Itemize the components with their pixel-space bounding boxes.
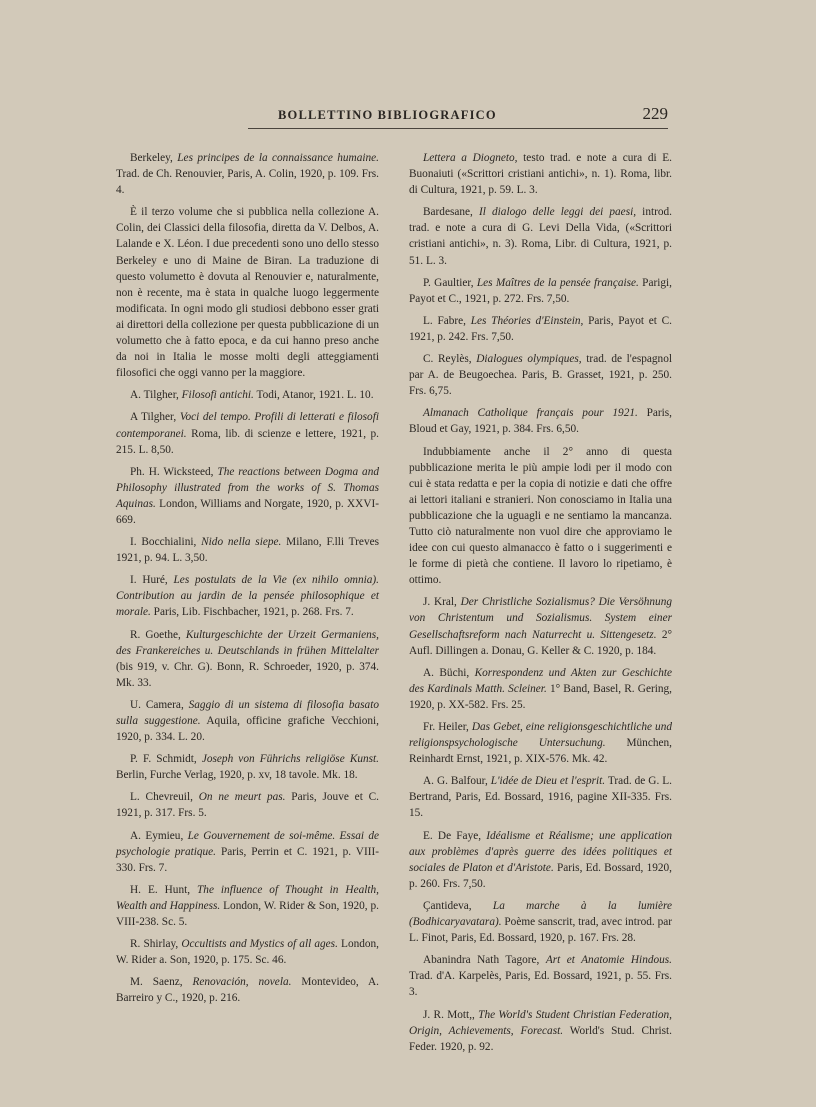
entry-title: The World's Student Christian Federation, Origin, Achievements, Forecast. — [409, 1008, 673, 1037]
entry-author: A. Eymieu, — [130, 829, 188, 842]
entry-title: Korrespondenz und Akten zur Geschichte des Kardinals Matth. Scleiner. — [409, 666, 672, 695]
entry-author: L. Fabre, — [423, 314, 471, 327]
bibliography-entry — [116, 627, 379, 691]
entry-details: München, Reinhardt Ernst, 1921, p. XIX-576. Mk. 42. — [409, 737, 672, 766]
bibliography-entry — [116, 936, 379, 968]
entry-details: introd. trad. e note a cura di G. Levi Della Vida, («Scrittori cristiani antichi», n. 3). Roma, Libr. di Cultura, 1921, p. 51. L. 3. — [409, 206, 672, 267]
entry-author: Ph. H. Wicksteed, — [130, 465, 218, 478]
bibliography-entry — [409, 773, 672, 821]
entry-details: Berlin, Furche Verlag, 1920, p. xv, 18 tavole. Mk. 18. — [116, 769, 358, 782]
entry-author: H. E. Hunt, — [130, 883, 198, 896]
bibliography-entry — [409, 150, 672, 198]
entry-author: Çantideva, — [423, 899, 493, 912]
journal-title: BOLLETTINO BIBLIOGRAFICO — [278, 108, 497, 122]
entry-details: London, W. Rider & Son, 1920, p. VIII-238. Sc. 5. — [116, 899, 379, 929]
entry-details: Todi, Atanor, 1921. L. 10. — [253, 389, 374, 402]
entry-details: Milano, F.lli Treves 1921, p. 94. L. 3,50. — [116, 536, 380, 565]
right-column — [409, 150, 672, 1061]
bibliography-entry — [409, 952, 672, 1000]
entry-details: Roma, lib. di scienze e lettere, 1921, p. 215. L. 8,50. — [116, 427, 379, 456]
entry-author: Abanindra Nath Tagore, — [423, 954, 546, 967]
entry-author: J. R. Mott,, — [423, 1008, 479, 1021]
bibliography-entry — [409, 828, 672, 892]
page-number: 229 — [642, 104, 668, 123]
entry-author: L. Chevreuil, — [130, 791, 199, 804]
bibliography-entry — [116, 882, 379, 930]
entry-title: The influence of Thought in Health, Wealth and Happiness. — [116, 883, 379, 912]
entry-author: A. Tilgher, — [130, 389, 182, 402]
entry-title: Lettera a Diogneto, — [423, 152, 518, 164]
entry-title: Les Maîtres de la pensée française. — [476, 276, 639, 289]
entry-title: La marche à la lumière (Bodhicaryavatara). — [409, 899, 672, 929]
entry-author: P. F. Schmidt, — [130, 753, 202, 766]
bibliography-entry — [116, 150, 379, 198]
entry-author: J. Kral, — [423, 596, 461, 609]
entry-details: testo trad. e note a cura di E. Buonaiuti («Scrittori cristiani antichi», n. 1). Roma, libr. di Cultura, 1921, p. 59. L. 3. — [409, 152, 672, 197]
entry-details: Paris, Bloud et Gay, 1921, p. 384. Frs. 6,50. — [409, 407, 672, 436]
bibliography-entry — [409, 313, 672, 345]
entry-title: Idéalisme et Réalisme; une application aux problèmes d'après guerre des idées politiques et sociales de Platon et d'Aristote. — [409, 829, 673, 874]
entry-author: U. Camera, — [130, 698, 189, 711]
bibliography-entry — [116, 697, 379, 745]
entry-title: Filosofi antichi. — [181, 389, 254, 402]
entry-details: World's Stud. Christ. Feder. 1920, p. 92. — [409, 1024, 672, 1053]
bibliography-entry — [116, 751, 379, 783]
entry-title: Les postulats de la Vie (ex nihilo omnia). Contribution au jardin de la pensée philosophique et morale. — [116, 574, 379, 619]
review-paragraph — [116, 204, 379, 381]
entry-title: Voci del tempo. Profili di letterati e filosofi contemporanei. — [116, 411, 379, 440]
running-header — [248, 104, 668, 130]
entry-details: trad. de l'espagnol par A. de Beugoechea. Paris, B. Grasset, 1921, p. 250. Frs. 6,75. — [409, 353, 672, 398]
bibliography-entry — [409, 204, 672, 268]
entry-details: Poème sanscrit, trad, avec introd. par L. Finot, Paris, Ed. Bossard, 1920, p. 167. Frs. 28. — [409, 916, 672, 945]
entry-title: Les principes de la connaissance humaine. — [177, 152, 379, 164]
entry-title: Le Gouvernement de soi-même. Essai de psychologie pratique. — [116, 829, 380, 858]
entry-title: Kulturgeschichte der Urzeit Germaniens, des Frankereiches u. Deutschlands in frühen Mittelalter — [116, 628, 379, 657]
entry-author: P. Gaultier, — [423, 276, 477, 289]
bibliography-entry — [409, 405, 672, 437]
entry-author: M. Saenz, — [130, 976, 193, 989]
entry-author: E. De Faye, — [423, 829, 487, 842]
entry-details: Paris, Ed. Bossard, 1920, p. 260. Frs. 7,50. — [409, 861, 672, 890]
review-paragraph — [409, 444, 672, 589]
entry-title: Renovación, novela. — [192, 976, 292, 989]
bibliography-entry — [409, 898, 672, 946]
entry-details: Montevideo, A. Barreiro y C., 1920, p. 216. — [116, 976, 379, 1005]
bibliography-entry — [116, 572, 379, 620]
entry-title: Saggio di un sistema di filosofia basato sulla suggestione. — [116, 698, 379, 727]
entry-author: Bardesane, — [423, 206, 479, 219]
entry-details: 1° Band, Basel, R. Gering, 1920, p. XX-582. Frs. 25. — [409, 682, 672, 711]
entry-title: The reactions between Dogma and Philosophy illustrated from the works of S. Thomas Aquinas. — [116, 465, 379, 510]
entry-author: I. Huré, — [130, 574, 174, 587]
entry-details: London, W. Rider a. Son, 1920, p. 175. Sc. 46. — [116, 938, 380, 967]
bibliography-entry — [409, 594, 672, 658]
entry-title: On ne meurt pas. — [198, 791, 286, 804]
entry-title: Joseph von Führichs religiöse Kunst. — [201, 753, 380, 766]
bibliography-entry — [116, 828, 379, 876]
bibliography-entry — [409, 665, 672, 713]
entry-title: Occultists and Mystics of all ages. — [181, 938, 338, 951]
left-column — [116, 150, 379, 1013]
entry-details: Indubbiamente anche il 2° anno di questa pubblicazione merita le più ampie lodi per il modo con cui è stata redatta e per la copia di notizie e dati che offre ai lettori italiani e stranieri. Non conosciamo in Italia una pubblicazione che la uguagli e ne sentiamo la mancanza. Tutto ciò naturalmente non vuol dire che approviamo le idee con cui questo almanacco è fatto o i suggerimenti e le forme di pietà che contiene. Il lavoro lo ripetiamo, è ottimo. — [409, 445, 672, 587]
entry-title: Il dialogo delle leggi dei paesi, — [479, 206, 637, 219]
entry-title: Almanach Catholique français pour 1921. — [423, 407, 638, 420]
entry-author: Berkeley, — [130, 152, 178, 164]
entry-author: Fr. Heiler, — [423, 721, 472, 733]
entry-author: A Tilgher, — [130, 411, 180, 424]
bibliography-entry — [116, 409, 379, 457]
entry-title: Das Gebet, eine religionsgeschichtliche und religionspsychologische Untersuchung. — [409, 721, 672, 750]
entry-details: Trad. de G. L. Bertrand, Paris, Ed. Bossard, 1916, pagine XII-335. Frs. 15. — [409, 775, 672, 820]
entry-title: Les Théories d'Einstein, — [470, 314, 584, 327]
entry-author: A. Büchi, — [423, 666, 475, 679]
entry-title: Der Christliche Sozialismus? Die Versöhnung von Christentum und Sozialismus. System einer Gesellschaftsreform nach Naturrecht u. Sittengesetz. — [409, 596, 672, 641]
entry-title: Art et Anatomie Hindous. — [545, 954, 673, 967]
entry-author: C. Reylès, — [423, 353, 477, 366]
header-rule — [248, 128, 668, 129]
entry-details: Trad. de Ch. Renouvier, Paris, A. Colin, 1920, p. 109. Frs. 4. — [116, 168, 379, 197]
bibliography-entry — [409, 719, 672, 767]
entry-author: R. Goethe, — [130, 628, 186, 641]
entry-title: L'idée de Dieu et l'esprit. — [490, 775, 606, 788]
entry-details: Paris, Jouve et C. 1921, p. 317. Frs. 5. — [116, 791, 379, 820]
entry-details: Trad. d'A. Karpelès, Paris, Ed. Bossard, 1921, p. 55. Frs. 3. — [409, 970, 672, 999]
entry-title: Nido nella siepe. — [201, 536, 282, 549]
bibliography-entry — [116, 534, 379, 566]
entry-details: Parigi, Payot et C., 1921, p. 272. Frs. 7,50. — [409, 276, 672, 305]
entry-author: I. Bocchialini, — [130, 536, 202, 549]
entry-details: È il terzo volume che si pubblica nella collezione A. Colin, dei Classici della filosofia, diretta da V. Delbos, A. Lalande e X. Léon. I due precedenti sono uno dello stesso Berkeley e uno di Maine de Biran. La traduzione di questo volumetto è dovuta al Renouvier e, naturalmente, non è recente, ma è stata in qualche luogo leggermente modificata. In ogni modo gli studiosi debbono esser grati ai direttori della collezione per questa pubblicazione di un volumetto che à fatto epoca, e da cui hanno preso anche da noi in Italia le mosse molti degli atteggiamenti filosofici che oggi vanno per la maggiore. — [116, 206, 379, 380]
entry-author: R. Shirlay, — [130, 938, 182, 951]
bibliography-entry — [409, 351, 672, 399]
entry-details: London, Williams and Norgate, 1920, p. XXVI-669. — [116, 497, 379, 526]
bibliography-entry — [116, 387, 379, 403]
entry-details: Aquila, officine grafiche Vecchioni, 1920, p. 334. L. 20. — [116, 715, 379, 744]
entry-title: Dialogues olympiques, — [476, 353, 582, 366]
entry-details: Paris, Perrin et C. 1921, p. VIII-330. Frs. 7. — [116, 845, 380, 874]
entry-details: 2° Aufl. Dillingen a. Donau, G. Keller & C. 1920, p. 184. — [409, 628, 672, 657]
entry-author: A. G. Balfour, — [423, 775, 491, 788]
entry-details: Paris, Payot et C. 1921, p. 242. Frs. 7,50. — [409, 314, 672, 343]
bibliography-entry — [409, 1007, 672, 1055]
bibliography-entry — [116, 464, 379, 528]
bibliography-entry — [116, 974, 379, 1006]
bibliography-entry — [409, 275, 672, 307]
entry-details: Paris, Lib. Fischbacher, 1921, p. 268. Frs. 7. — [150, 606, 354, 619]
entry-details: (bis 919, v. Chr. G). Bonn, R. Schroeder, 1920, p. 374. Mk. 33. — [116, 660, 379, 689]
bibliography-entry — [116, 789, 379, 821]
